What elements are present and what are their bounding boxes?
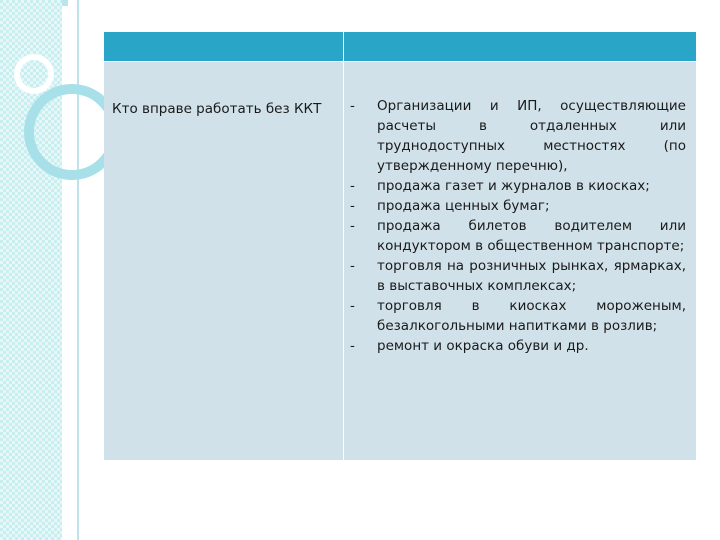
list-item-text: продажа билетов водителем или кондуктором в общественном транспорте; [377,218,686,254]
list-item-text: ремонт и окраска обуви и др. [377,338,589,354]
list-item [344,176,686,196]
bullet-dash: - [350,298,355,314]
bullet-dash: - [350,258,355,274]
table-header-row [104,32,697,62]
list-item-text: продажа ценных бумаг; [377,198,550,214]
list-item-text: Организации и ИП, осуществляющие расчеты в отдаленных или труднодоступных местностях (по утвержденному перечню), [377,98,686,174]
question-cell [104,62,344,461]
decorative-corner [62,0,68,6]
list-item [344,336,686,356]
answer-cell [344,62,697,461]
bullet-dash: - [350,338,355,354]
bullet-dash: - [350,178,355,194]
header-cell-left [104,32,344,62]
header-cell-right [344,32,697,62]
list-item-text: торговля на розничных рынках, ярмарках, в выставочных комплексах; [377,258,686,294]
list-item [344,196,686,216]
decorative-ring-small [14,54,54,94]
bullet-dash: - [350,218,355,234]
decorative-vertical-line [77,0,79,540]
content-table [104,32,697,460]
bullet-dash: - [350,98,355,114]
list-item [344,256,686,296]
answer-list [344,96,696,356]
bullet-dash: - [350,198,355,214]
question-text: Кто вправе работать без ККТ [112,101,322,117]
list-item [344,216,686,256]
list-item [344,96,686,176]
list-item-text: продажа газет и журналов в киосках; [377,178,650,194]
list-item-text: торговля в киосках мороженым, безалкогольными напитками в розлив; [377,298,686,334]
table-body-row [104,62,697,461]
list-item [344,296,686,336]
